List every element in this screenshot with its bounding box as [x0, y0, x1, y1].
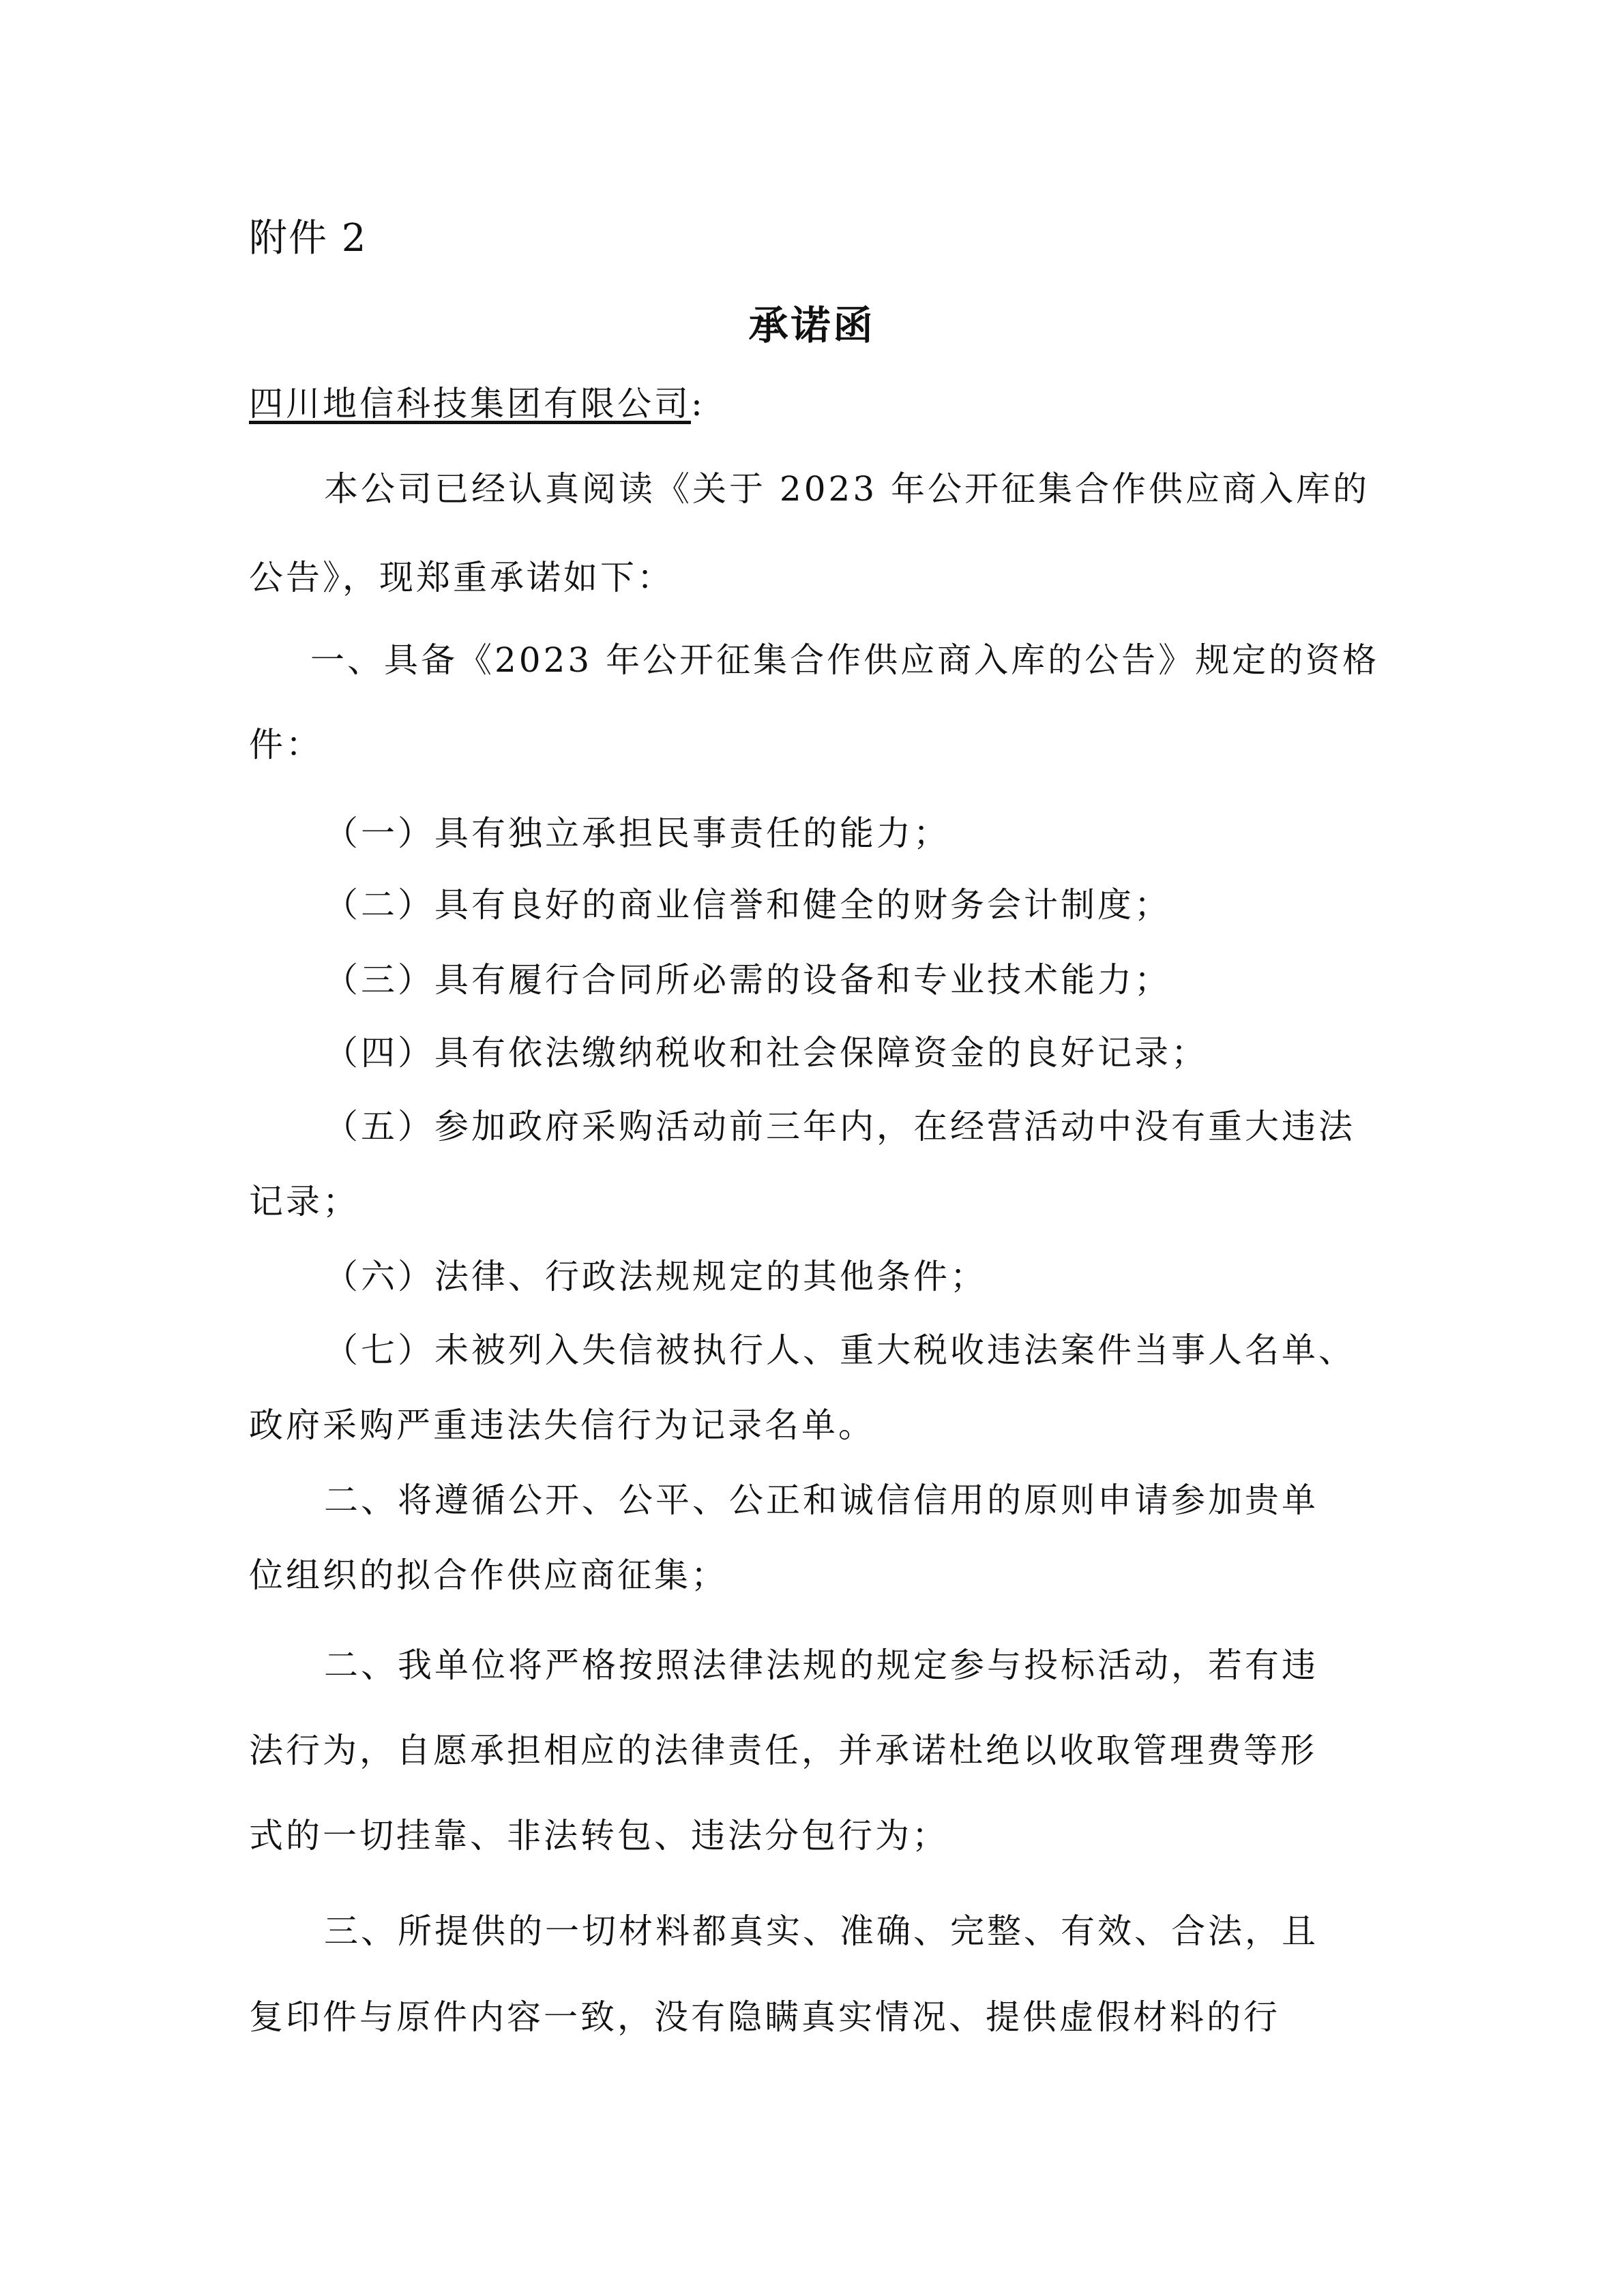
- body-line: 一、具备《2023 年公开征集合作供应商入库的公告》规定的资格: [310, 640, 1380, 680]
- addressee-name: 四川地信科技集团有限公司: [249, 384, 691, 423]
- addressee: [249, 382, 705, 426]
- body-line: 二、我单位将严格按照法律法规的规定参与投标活动，若有违: [324, 1645, 1318, 1685]
- body-line: （三）具有履行合同所必需的设备和专业技术能力；: [324, 960, 1171, 1000]
- body-line: （七）未被列入失信被执行人、重大税收违法案件当事人名单、: [324, 1330, 1355, 1370]
- body-line: 法行为，自愿承担相应的法律责任，并承诺杜绝以收取管理费等形: [249, 1731, 1317, 1770]
- body-line: 二、将遵循公开、公平、公正和诚信信用的原则申请参加贵单: [324, 1480, 1318, 1520]
- body-line: （二）具有良好的商业信誉和健全的财务会计制度；: [324, 885, 1171, 925]
- page-title: 承诺函: [748, 302, 876, 348]
- body-line: 复印件与原件内容一致，没有隐瞒真实情况、提供虚假材料的行: [249, 1997, 1280, 2037]
- body-line: （一）具有独立承担民事责任的能力；: [324, 814, 950, 853]
- addressee-colon: :: [691, 384, 705, 423]
- body-line: 记录；: [249, 1182, 359, 1221]
- body-line: 式的一切挂靠、非法转包、违法分包行为；: [249, 1816, 949, 1855]
- body-line: 三、所提供的一切材料都真实、准确、完整、有效、合法，且: [324, 1911, 1318, 1951]
- body-line: （四）具有依法缴纳税收和社会保障资金的良好记录；: [324, 1033, 1208, 1073]
- body-line: 位组织的拟合作供应商征集；: [249, 1555, 728, 1595]
- body-line: （五）参加政府采购活动前三年内，在经营活动中没有重大违法: [324, 1107, 1355, 1146]
- body-line: （六）法律、行政法规规定的其他条件；: [324, 1257, 987, 1296]
- body-line: 件：: [249, 725, 323, 764]
- attachment-label: 附件 2: [249, 216, 368, 260]
- body-line: 政府采购严重违法失信行为记录名单。: [249, 1405, 875, 1445]
- body-line: 本公司已经认真阅读《关于 2023 年公开征集合作供应商入库的: [324, 469, 1370, 509]
- body-line: 公告》，现郑重承诺如下：: [249, 558, 674, 597]
